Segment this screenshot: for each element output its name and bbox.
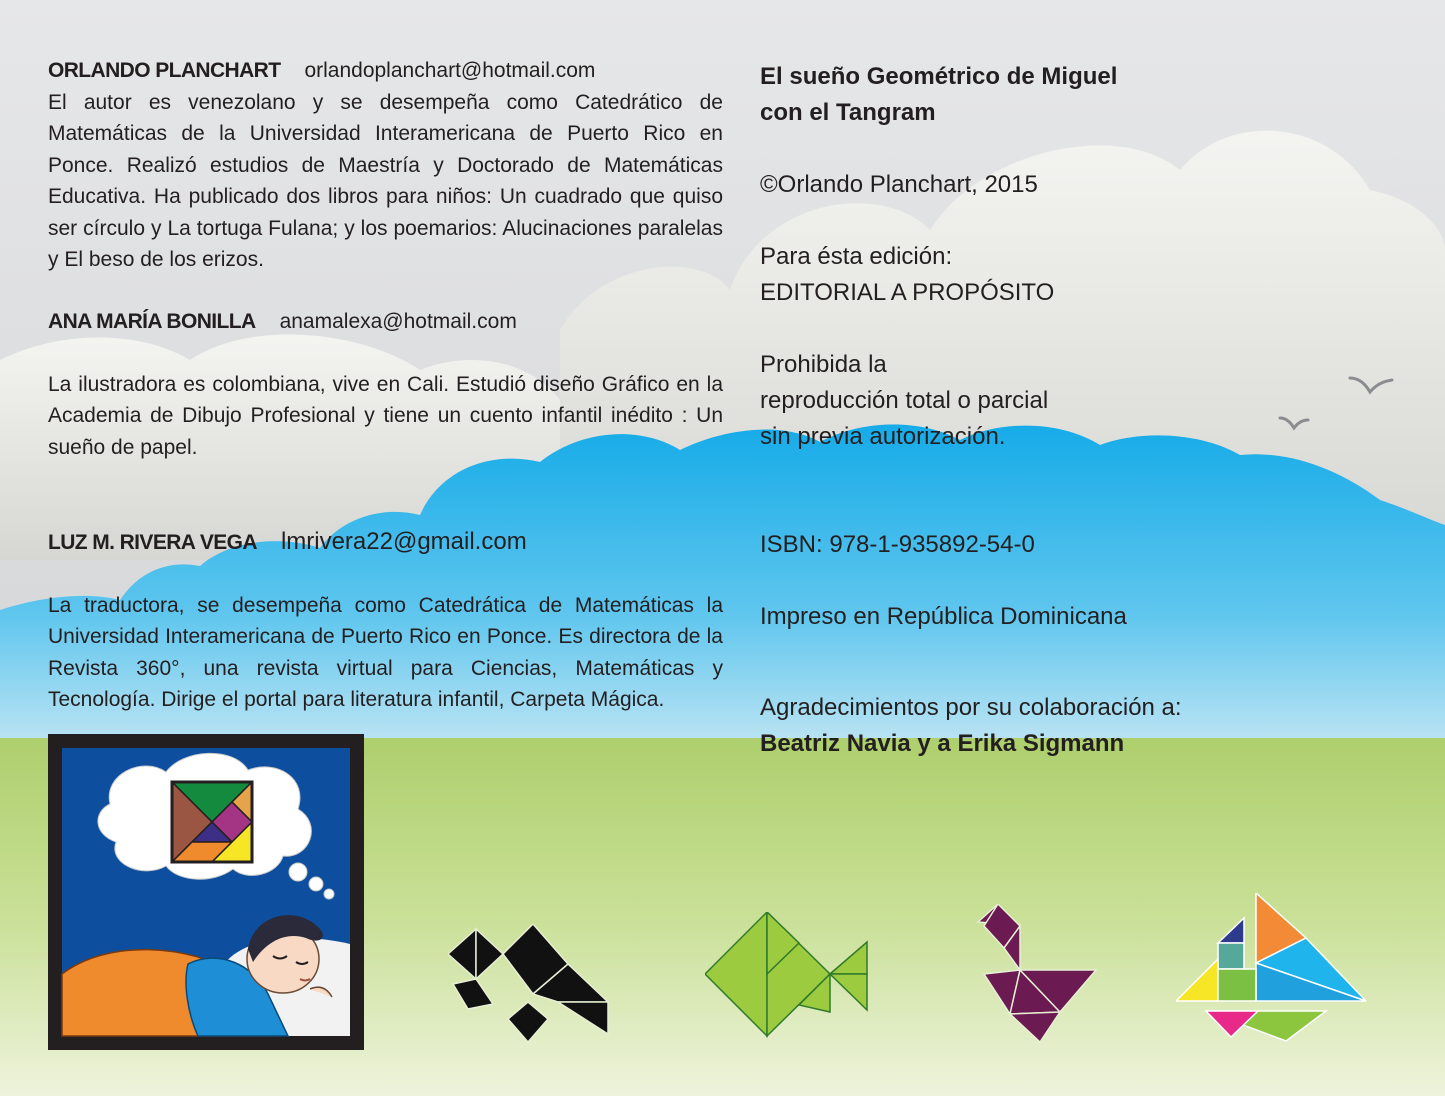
translator-block [48, 526, 723, 716]
printed-in: Impreso en República Dominicana [760, 603, 1127, 630]
tangram-purple-swan-icon [970, 904, 1100, 1044]
tangram-black-bird-icon [448, 924, 613, 1044]
illustrator-block [48, 306, 723, 463]
translator-name: LUZ M. RIVERA VEGA [48, 531, 257, 554]
author-block [48, 55, 723, 276]
tangram-sailboat-icon [1176, 893, 1371, 1043]
copyright: ©Orlando Planchart, 2015 [760, 171, 1038, 198]
rights-line2: reproducción total o parcial [760, 387, 1049, 414]
author-email: orlandoplanchart@hotmail.com [304, 59, 596, 82]
author-name: ORLANDO PLANCHART [48, 59, 281, 82]
thanks-names: Beatriz Navia y a Erika Sigmann [760, 730, 1125, 757]
translator-bio: La traductora, se desempeña como Catedrática de Matemáticas la Universidad Interamericana de Puerto Rico en Ponce. Es directora de la Revista 360°, una revista virtual para Ciencias, Matemáticas y Tecnología. Dirige el portal para literatura infantil, Carpeta Mágica. [48, 593, 723, 711]
sleeping-boy-illustration [48, 734, 364, 1050]
book-title-line2: con el Tangram [760, 99, 936, 126]
author-bio: El autor es venezolano y se desempeña como Catedrático de Matemáticas de la Universidad Interamericana de Puerto Rico en Ponce. Realizó estudios de Maestría y Doctorado de Matemáticas Educativa. Ha publicado dos libros para niños: Un cuadrado que quiso ser círculo y La tortuga Fulana; y los poemarios: Alucinaciones paralelas y El beso de los erizos. [48, 90, 723, 271]
illustrator-email: anamalexa@hotmail.com [279, 310, 517, 333]
thanks-label: Agradecimientos por su colaboración a: [760, 694, 1182, 721]
book-title-line1: El sueño Geométrico de Miguel [760, 63, 1118, 90]
tangram-square-icon [172, 782, 252, 862]
tangram-green-fish-icon [705, 912, 870, 1042]
rights-line1: Prohibida la [760, 351, 887, 378]
colophon [760, 59, 1320, 762]
rights-line3: sin previa autorización. [760, 423, 1006, 450]
illustrator-bio: La ilustradora es colombiana, vive en Cali. Estudió diseño Gráfico en la Academia de Dibujo Profesional y tiene un cuento infantil inédito : Un sueño de papel. [48, 372, 723, 459]
edition-label: Para ésta edición: [760, 243, 953, 270]
isbn: ISBN: 978-1-935892-54-0 [760, 531, 1035, 558]
illustrator-name: ANA MARÍA BONILLA [48, 310, 256, 333]
publisher: EDITORIAL A PROPÓSITO [760, 279, 1055, 306]
translator-email: lmrivera22@gmail.com [280, 528, 527, 555]
